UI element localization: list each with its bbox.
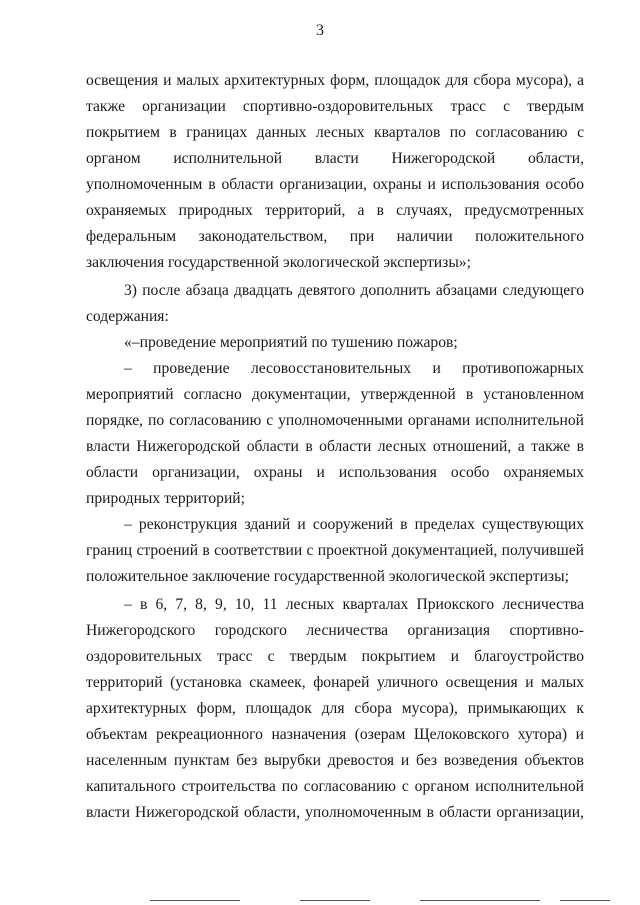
text-line: капитального строительства по согласованию с органом исполнительной	[86, 778, 584, 795]
text-line: архитектурных форм, площадок для сбора мусора), примыкающих к	[86, 700, 584, 717]
text-line: объектам рекреационного назначения (озерам Щелоковского хутора) и	[86, 726, 584, 743]
text-line: – в 6, 7, 8, 9, 10, 11 лесных кварталах Приокского лесничества	[124, 596, 584, 613]
text-line: заключения государственной экологической экспертизы»;	[86, 254, 471, 271]
text-line: «–проведение мероприятий по тушению пожаров;	[124, 334, 458, 351]
text-line: покрытием в границах данных лесных кварталов по согласованию с	[86, 124, 584, 141]
text-line: власти Нижегородской области в области лесных отношений, а также в	[86, 438, 584, 455]
text-line: 3) после абзаца двадцать девятого дополнить абзацами следующего	[124, 282, 584, 299]
text-line: освещения и малых архитектурных форм, площадок для сбора мусора), а	[86, 72, 584, 89]
text-line: порядке, по согласованию с уполномоченными органами исполнительной	[86, 412, 584, 429]
text-line: оздоровительных трасс с твердым покрытием и благоустройство	[86, 648, 584, 665]
text-line: власти Нижегородской области, уполномоченным в области организации,	[86, 804, 584, 821]
text-line: – проведение лесовосстановительных и противопожарных	[124, 360, 584, 377]
text-line: содержания:	[86, 308, 169, 325]
text-line: мероприятий согласно документации, утвержденной в установленном	[86, 386, 584, 403]
text-line: области организации, охраны и использования особо охраняемых	[86, 464, 584, 481]
text-line: границ строений в соответствии с проектной документацией, получившей	[86, 542, 584, 559]
text-line: охраняемых природных территорий, а в случаях, предусмотренных	[86, 202, 584, 219]
text-line: уполномоченным в области организации, охраны и использования особо	[86, 176, 584, 193]
text-line: также организации спортивно-оздоровительных трасс с твердым	[86, 98, 584, 115]
text-line: – реконструкция зданий и сооружений в пределах существующих	[124, 516, 584, 533]
text-line: органом исполнительной власти Нижегородской области,	[86, 150, 584, 167]
text-line: территорий (установка скамеек, фонарей уличного освещения и малых	[86, 674, 584, 691]
scan-artifact	[560, 900, 610, 901]
scan-artifact	[420, 900, 540, 901]
text-line: населенным пунктам без вырубки древостоя и без возведения объектов	[86, 752, 584, 769]
scan-artifact	[150, 900, 240, 901]
text-line: положительное заключение государственной экологической экспертизы;	[86, 568, 569, 585]
page-number: 3	[316, 22, 324, 39]
text-line: Нижегородского городского лесничества организация спортивно-	[86, 622, 584, 639]
text-line: федеральным законодательством, при наличии положительного	[86, 228, 584, 245]
text-line: природных территорий;	[86, 490, 245, 507]
scan-artifact	[300, 900, 370, 901]
